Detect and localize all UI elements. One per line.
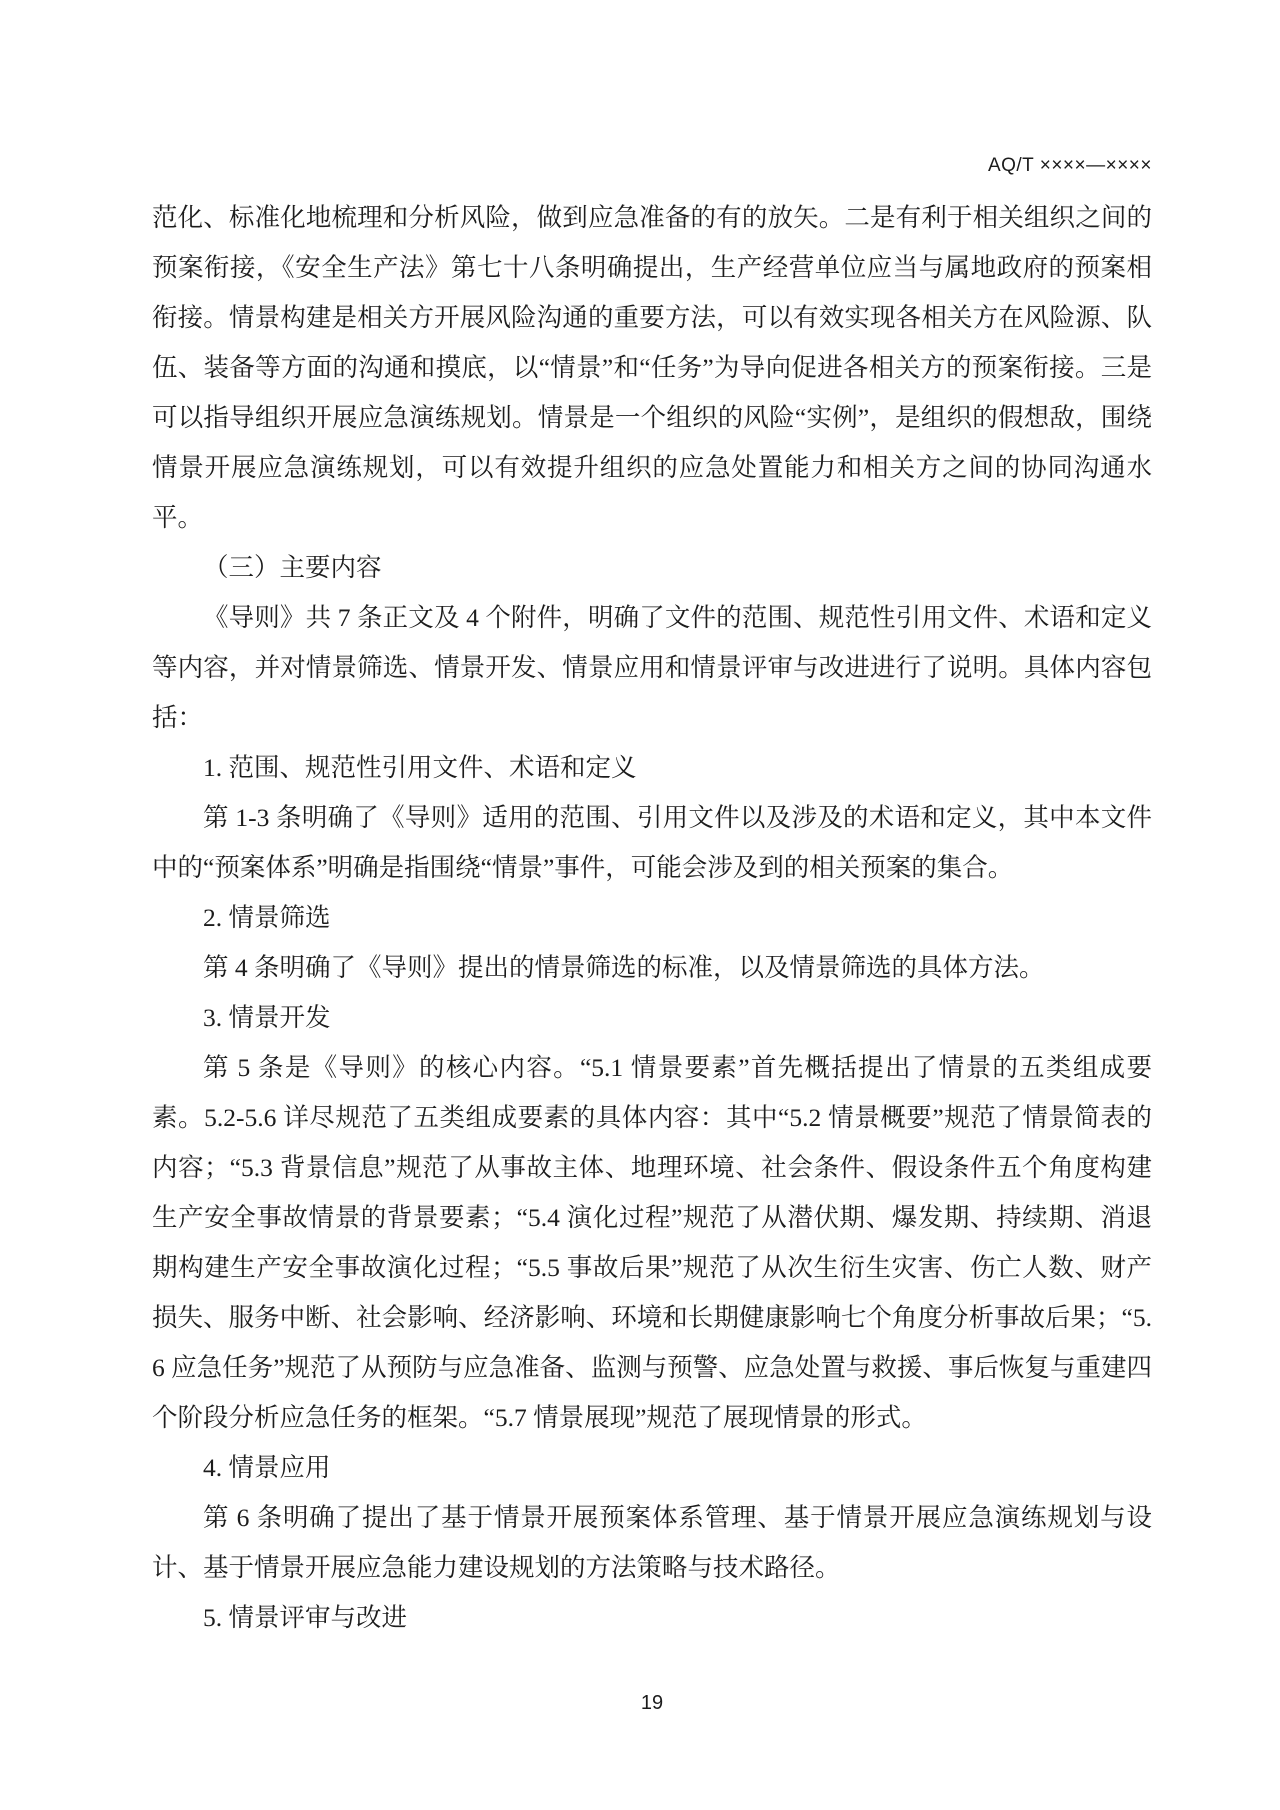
paragraph-intro-continuation: 范化、标准化地梳理和分析风险，做到应急准备的有的放矢。二是有利于相关组织之间的预案衔接，《安全生产法》第七十八条明确提出，生产经营单位应当与属地政府的预案相衔接。情景构建是相关方开展风险沟通的重要方法，可以有效实现各相关方在风险源、队伍、装备等方面的沟通和摸底，以“情景”和“任务”为导向促进各相关方的预案衔接。三是可以指导组织开展应急演练规划。情景是一个组织的风险“实例”，是组织的假想敌，围绕情景开展应急演练规划，可以有效提升组织的应急处置能力和相关方之间的协同沟通水平。 — [152, 203, 1152, 532]
list-item-scenario-review-improvement: 5. 情景评审与改进 — [203, 1603, 408, 1632]
paragraph-scope-terms-detail: 第 1-3 条明确了《导则》适用的范围、引用文件以及涉及的术语和定义，其中本文件中的“预案体系”明确是指围绕“情景”事件，可能会涉及到的相关预案的集合。 — [152, 803, 1152, 882]
page-number: 19 — [640, 1692, 664, 1714]
list-item-scenario-application: 4. 情景应用 — [203, 1453, 331, 1482]
list-item-scenario-development: 3. 情景开发 — [203, 1003, 331, 1032]
document-body — [152, 193, 1152, 1643]
paragraph-scenario-development-detail: 第 5 条是《导则》的核心内容。“5.1 情景要素”首先概括提出了情景的五类组成要素。5.2-5.6 详尽规范了五类组成要素的具体内容：其中“5.2 情景概要”规范了情景简表的内容；“5.3 背景信息”规范了从事故主体、地理环境、社会条件、假设条件五个角度构建生产安全事故情景的背景要素；“5.4 演化过程”规范了从潜伏期、爆发期、持续期、消退期构建生产安全事故演化过程；“5.5 事故后果”规范了从次生衍生灾害、伤亡人数、财产损失、服务中断、社会影响、经济影响、环境和长期健康影响七个角度分析事故后果；“5.6 应急任务”规范了从预防与应急准备、监测与预警、应急处置与救援、事后恢复与重建四个阶段分析应急任务的框架。“5.7 情景展现”规范了展现情景的形式。 — [152, 1053, 1152, 1432]
paragraph-scenario-application-detail: 第 6 条明确了提出了基于情景开展预案体系管理、基于情景开展应急演练规划与设计、基于情景开展应急能力建设规划的方法策略与技术路径。 — [152, 1503, 1152, 1582]
paragraph-guideline-overview: 《导则》共 7 条正文及 4 个附件，明确了文件的范围、规范性引用文件、术语和定义等内容，并对情景筛选、情景开发、情景应用和情景评审与改进进行了说明。具体内容包括： — [152, 603, 1152, 732]
list-item-scope-terms: 1. 范围、规范性引用文件、术语和定义 — [203, 753, 637, 782]
standard-number-header: AQ/T ××××—×××× — [987, 155, 1152, 176]
list-item-scenario-screening: 2. 情景筛选 — [203, 903, 331, 932]
heading-section-three-main-content: （三）主要内容 — [203, 553, 382, 582]
paragraph-scenario-screening-detail: 第 4 条明确了《导则》提出的情景筛选的标准，以及情景筛选的具体方法。 — [203, 953, 1045, 982]
